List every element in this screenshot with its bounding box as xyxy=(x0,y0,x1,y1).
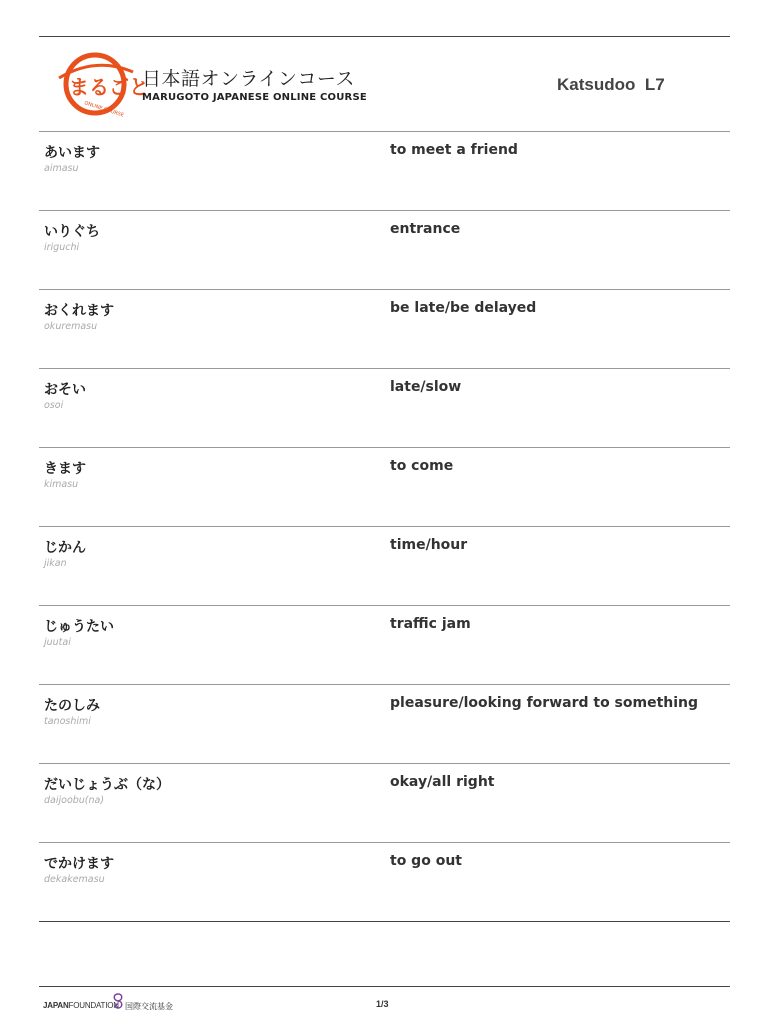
vocab-english: time/hour xyxy=(390,537,468,553)
vocab-japanese: いりぐち xyxy=(44,224,100,240)
vocab-romaji: kimasu xyxy=(44,479,79,490)
brand-japanese-title: 日本語オンラインコース xyxy=(142,68,355,90)
vocab-row xyxy=(39,369,730,448)
vocab-japanese: だいじょうぶ（な） xyxy=(44,777,170,793)
vocab-row xyxy=(39,843,730,922)
sheet-header xyxy=(39,37,730,132)
vocab-romaji: daijoobu(na) xyxy=(44,795,105,806)
vocab-row xyxy=(39,290,730,369)
vocab-row xyxy=(39,211,730,290)
vocab-row xyxy=(39,606,730,685)
vocab-romaji: okuremasu xyxy=(44,321,98,332)
vocab-row xyxy=(39,764,730,843)
vocab-romaji: osoi xyxy=(44,400,64,411)
vocab-romaji: aimasu xyxy=(44,163,79,174)
vocab-japanese: たのしみ xyxy=(44,698,100,714)
vocab-english: to meet a friend xyxy=(390,142,518,158)
logo-subtext: ONLINE COURSE xyxy=(83,100,125,119)
vocab-japanese: あいます xyxy=(44,145,100,161)
japan-foundation-jp-name: 国際交流基金 xyxy=(125,1002,173,1011)
vocab-japanese: きます xyxy=(44,461,86,477)
logo-text: まるごと xyxy=(69,75,149,99)
vocabulary-sheet xyxy=(39,36,730,922)
jf-thin: FOUNDATION xyxy=(68,1001,119,1010)
vocab-japanese: おそい xyxy=(44,382,86,398)
vocab-english: to go out xyxy=(390,853,462,869)
vocab-romaji: juutai xyxy=(44,637,71,648)
vocab-row xyxy=(39,448,730,527)
vocab-japanese: じかん xyxy=(44,540,86,556)
jf-bold: JAPAN xyxy=(43,1001,69,1010)
vocab-english: to come xyxy=(390,458,454,474)
vocab-english: late/slow xyxy=(390,379,462,395)
vocab-english: traffic jam xyxy=(390,616,471,632)
vocab-english: pleasure/looking forward to something xyxy=(390,695,699,711)
vocab-row xyxy=(39,527,730,606)
vocab-romaji: jikan xyxy=(44,558,67,569)
page-footer xyxy=(39,986,730,1017)
vocab-row xyxy=(39,132,730,211)
marugoto-logo xyxy=(56,50,149,119)
brand-english-title: MARUGOTO JAPANESE ONLINE COURSE xyxy=(142,92,367,103)
vocab-japanese: でかけます xyxy=(44,856,114,872)
vocab-romaji: tanoshimi xyxy=(44,716,91,727)
vocab-romaji: iriguchi xyxy=(44,242,80,253)
vocab-english: be late/be delayed xyxy=(390,300,537,316)
vocab-english: entrance xyxy=(390,221,461,237)
page-number: 1/3 xyxy=(376,999,389,1009)
lesson-label: Katsudoo L7 xyxy=(557,75,665,94)
vocab-english: okay/all right xyxy=(390,774,495,790)
vocab-japanese: じゅうたい xyxy=(44,619,114,635)
japan-foundation-flower-icon xyxy=(111,992,125,1010)
vocab-row xyxy=(39,685,730,764)
vocab-romaji: dekakemasu xyxy=(44,874,105,885)
japan-foundation-logo-text xyxy=(43,1001,119,1010)
vocab-japanese: おくれます xyxy=(44,303,114,319)
